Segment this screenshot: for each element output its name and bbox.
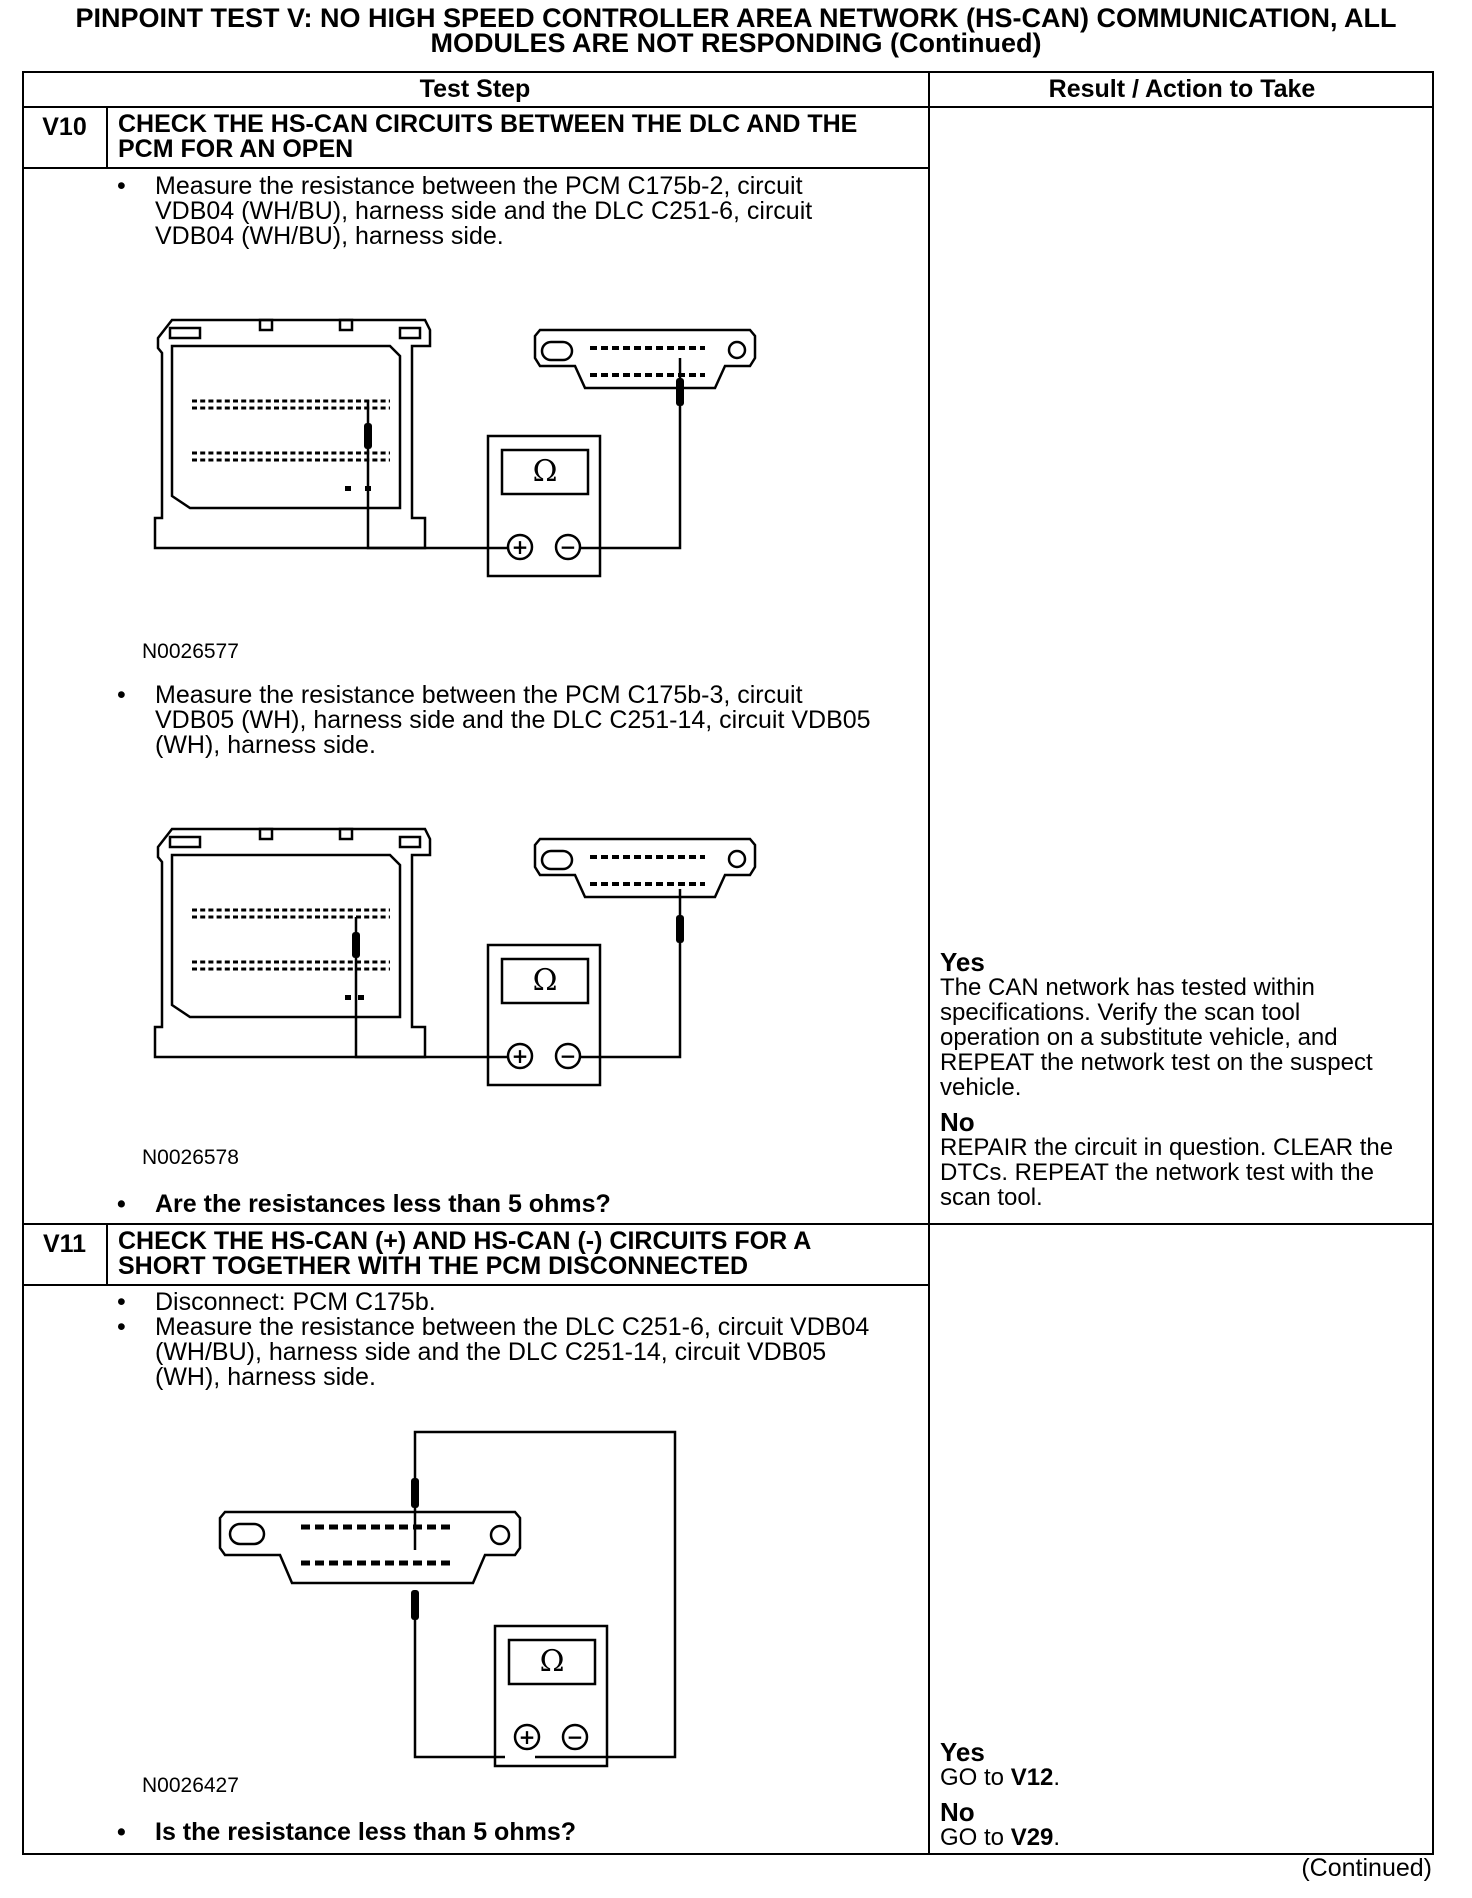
bullet-line: (WH), harness side. xyxy=(155,1363,376,1391)
step-id: V10 xyxy=(42,113,87,141)
dlc-pin-row xyxy=(590,348,705,375)
header-rule xyxy=(22,106,1434,108)
result-line: scan tool. xyxy=(940,1184,1043,1211)
ohm-symbol: Ω xyxy=(532,454,558,489)
result-line: REPEAT the network test on the suspect xyxy=(940,1049,1373,1076)
result-line: DTCs. REPEAT the network test with the xyxy=(940,1159,1374,1186)
result-line: REPAIR the circuit in question. CLEAR the xyxy=(940,1134,1394,1161)
bullet-line: Measure the resistance between the PCM C175b-3, circuit xyxy=(155,681,803,709)
diagram-pcm-dlc-meter-1 xyxy=(150,318,770,588)
result-line: specifications. Verify the scan tool xyxy=(940,999,1301,1026)
bullet-dot: • xyxy=(117,1288,126,1316)
step-title-line: SHORT TOGETHER WITH THE PCM DISCONNECTED xyxy=(118,1252,749,1280)
step-title-line: CHECK THE HS-CAN CIRCUITS BETWEEN THE DLC AND THE xyxy=(118,110,858,138)
title-line-2: MODULES ARE NOT RESPONDING (Continued) xyxy=(430,28,1042,58)
figure-id: N0026577 xyxy=(142,640,239,663)
go-to-text: GO to xyxy=(940,1764,1011,1791)
bullet-dot: • xyxy=(117,1818,126,1846)
dlc-pin-row xyxy=(301,1527,455,1563)
test-leads xyxy=(356,889,680,1057)
test-leads xyxy=(415,1432,675,1757)
step-title-rule xyxy=(22,167,930,169)
plus-terminal: + xyxy=(511,535,529,559)
title-line-1: PINPOINT TEST V: NO HIGH SPEED CONTROLLER AREA NETWORK (HS-CAN) COMMUNICATION, ALL xyxy=(75,3,1397,33)
result-line xyxy=(940,1765,1435,1790)
result-line: The CAN network has tested within xyxy=(940,974,1315,1001)
pcm-connector xyxy=(155,829,430,1057)
ohm-symbol: Ω xyxy=(539,1644,565,1679)
minus-terminal: − xyxy=(559,1044,577,1068)
diagram-pcm-dlc-meter-2 xyxy=(150,827,770,1097)
test-leads xyxy=(368,358,680,548)
bullet-dot: • xyxy=(117,172,126,200)
diagram-dlc-meter xyxy=(215,1420,695,1790)
step-title-rule xyxy=(22,1284,930,1286)
page-title xyxy=(0,3,1472,58)
bullet-dot: • xyxy=(117,1313,126,1341)
result-no xyxy=(940,1797,1435,1851)
dlc-connector xyxy=(220,1512,520,1583)
dlc-pin-row xyxy=(590,857,705,884)
step-separator xyxy=(22,1223,1434,1225)
step-title-line: PCM FOR AN OPEN xyxy=(118,135,354,163)
result-yes xyxy=(940,1737,1435,1791)
column-header-test-step: Test Step xyxy=(419,75,531,103)
period: . xyxy=(1053,1764,1061,1791)
probe-tips xyxy=(352,915,684,958)
ohm-symbol: Ω xyxy=(532,963,558,998)
period: . xyxy=(1053,1824,1061,1851)
pcm-connector xyxy=(155,320,430,548)
pcm-pin-row xyxy=(192,401,390,460)
bullet-line: Measure the resistance between the PCM C175b-2, circuit xyxy=(155,172,803,200)
column-divider xyxy=(928,71,930,1855)
bullet-dot: • xyxy=(117,681,126,709)
minus-terminal: − xyxy=(566,1725,584,1749)
result-line: vehicle. xyxy=(940,1074,1022,1101)
figure-id: N0026427 xyxy=(142,1774,239,1797)
bullet-line: (WH/BU), harness side and the DLC C251-14, circuit VDB05 xyxy=(155,1338,827,1366)
bullet-line: (WH), harness side. xyxy=(155,731,376,759)
go-to-text: GO to xyxy=(940,1824,1011,1851)
bullet-line: VDB04 (WH/BU), harness side and the DLC C251-6, circuit xyxy=(155,197,813,225)
result-no xyxy=(940,1107,1435,1211)
bullet-line: VDB05 (WH), harness side and the DLC C251-14, circuit VDB05 xyxy=(155,706,871,734)
dlc-connector xyxy=(535,839,755,897)
result-line: operation on a substitute vehicle, and xyxy=(940,1024,1338,1051)
no-label: No xyxy=(940,1797,975,1827)
figure-id: N0026578 xyxy=(142,1146,239,1169)
step-link-v29[interactable]: V29 xyxy=(1010,1824,1054,1851)
dlc-connector xyxy=(535,330,755,388)
column-header-result: Result / Action to Take xyxy=(1048,75,1316,103)
yes-label: Yes xyxy=(940,947,985,977)
step-title xyxy=(118,1229,811,1279)
bullet-line: VDB04 (WH/BU), harness side. xyxy=(155,222,504,250)
step-title xyxy=(118,112,857,162)
result-line xyxy=(940,1825,1435,1850)
plus-terminal: + xyxy=(518,1725,536,1749)
step-title-line: CHECK THE HS-CAN (+) AND HS-CAN (-) CIRCUITS FOR A xyxy=(118,1227,812,1255)
step-link-v12[interactable]: V12 xyxy=(1010,1764,1054,1791)
question-text: Is the resistance less than 5 ohms? xyxy=(155,1818,576,1846)
bullet-line: Disconnect: PCM C175b. xyxy=(155,1288,436,1316)
bullet-dot: • xyxy=(117,1190,126,1218)
result-yes xyxy=(940,947,1435,1101)
step-id: V11 xyxy=(42,1230,87,1258)
pcm-pin-row xyxy=(192,910,390,969)
continued-label: (Continued) xyxy=(1301,1854,1432,1882)
yes-label: Yes xyxy=(940,1737,985,1767)
question-text: Are the resistances less than 5 ohms? xyxy=(155,1190,611,1218)
bullet-line: Measure the resistance between the DLC C251-6, circuit VDB04 xyxy=(155,1313,870,1341)
no-label: No xyxy=(940,1107,975,1137)
minus-terminal: − xyxy=(559,535,577,559)
plus-terminal: + xyxy=(511,1044,529,1068)
